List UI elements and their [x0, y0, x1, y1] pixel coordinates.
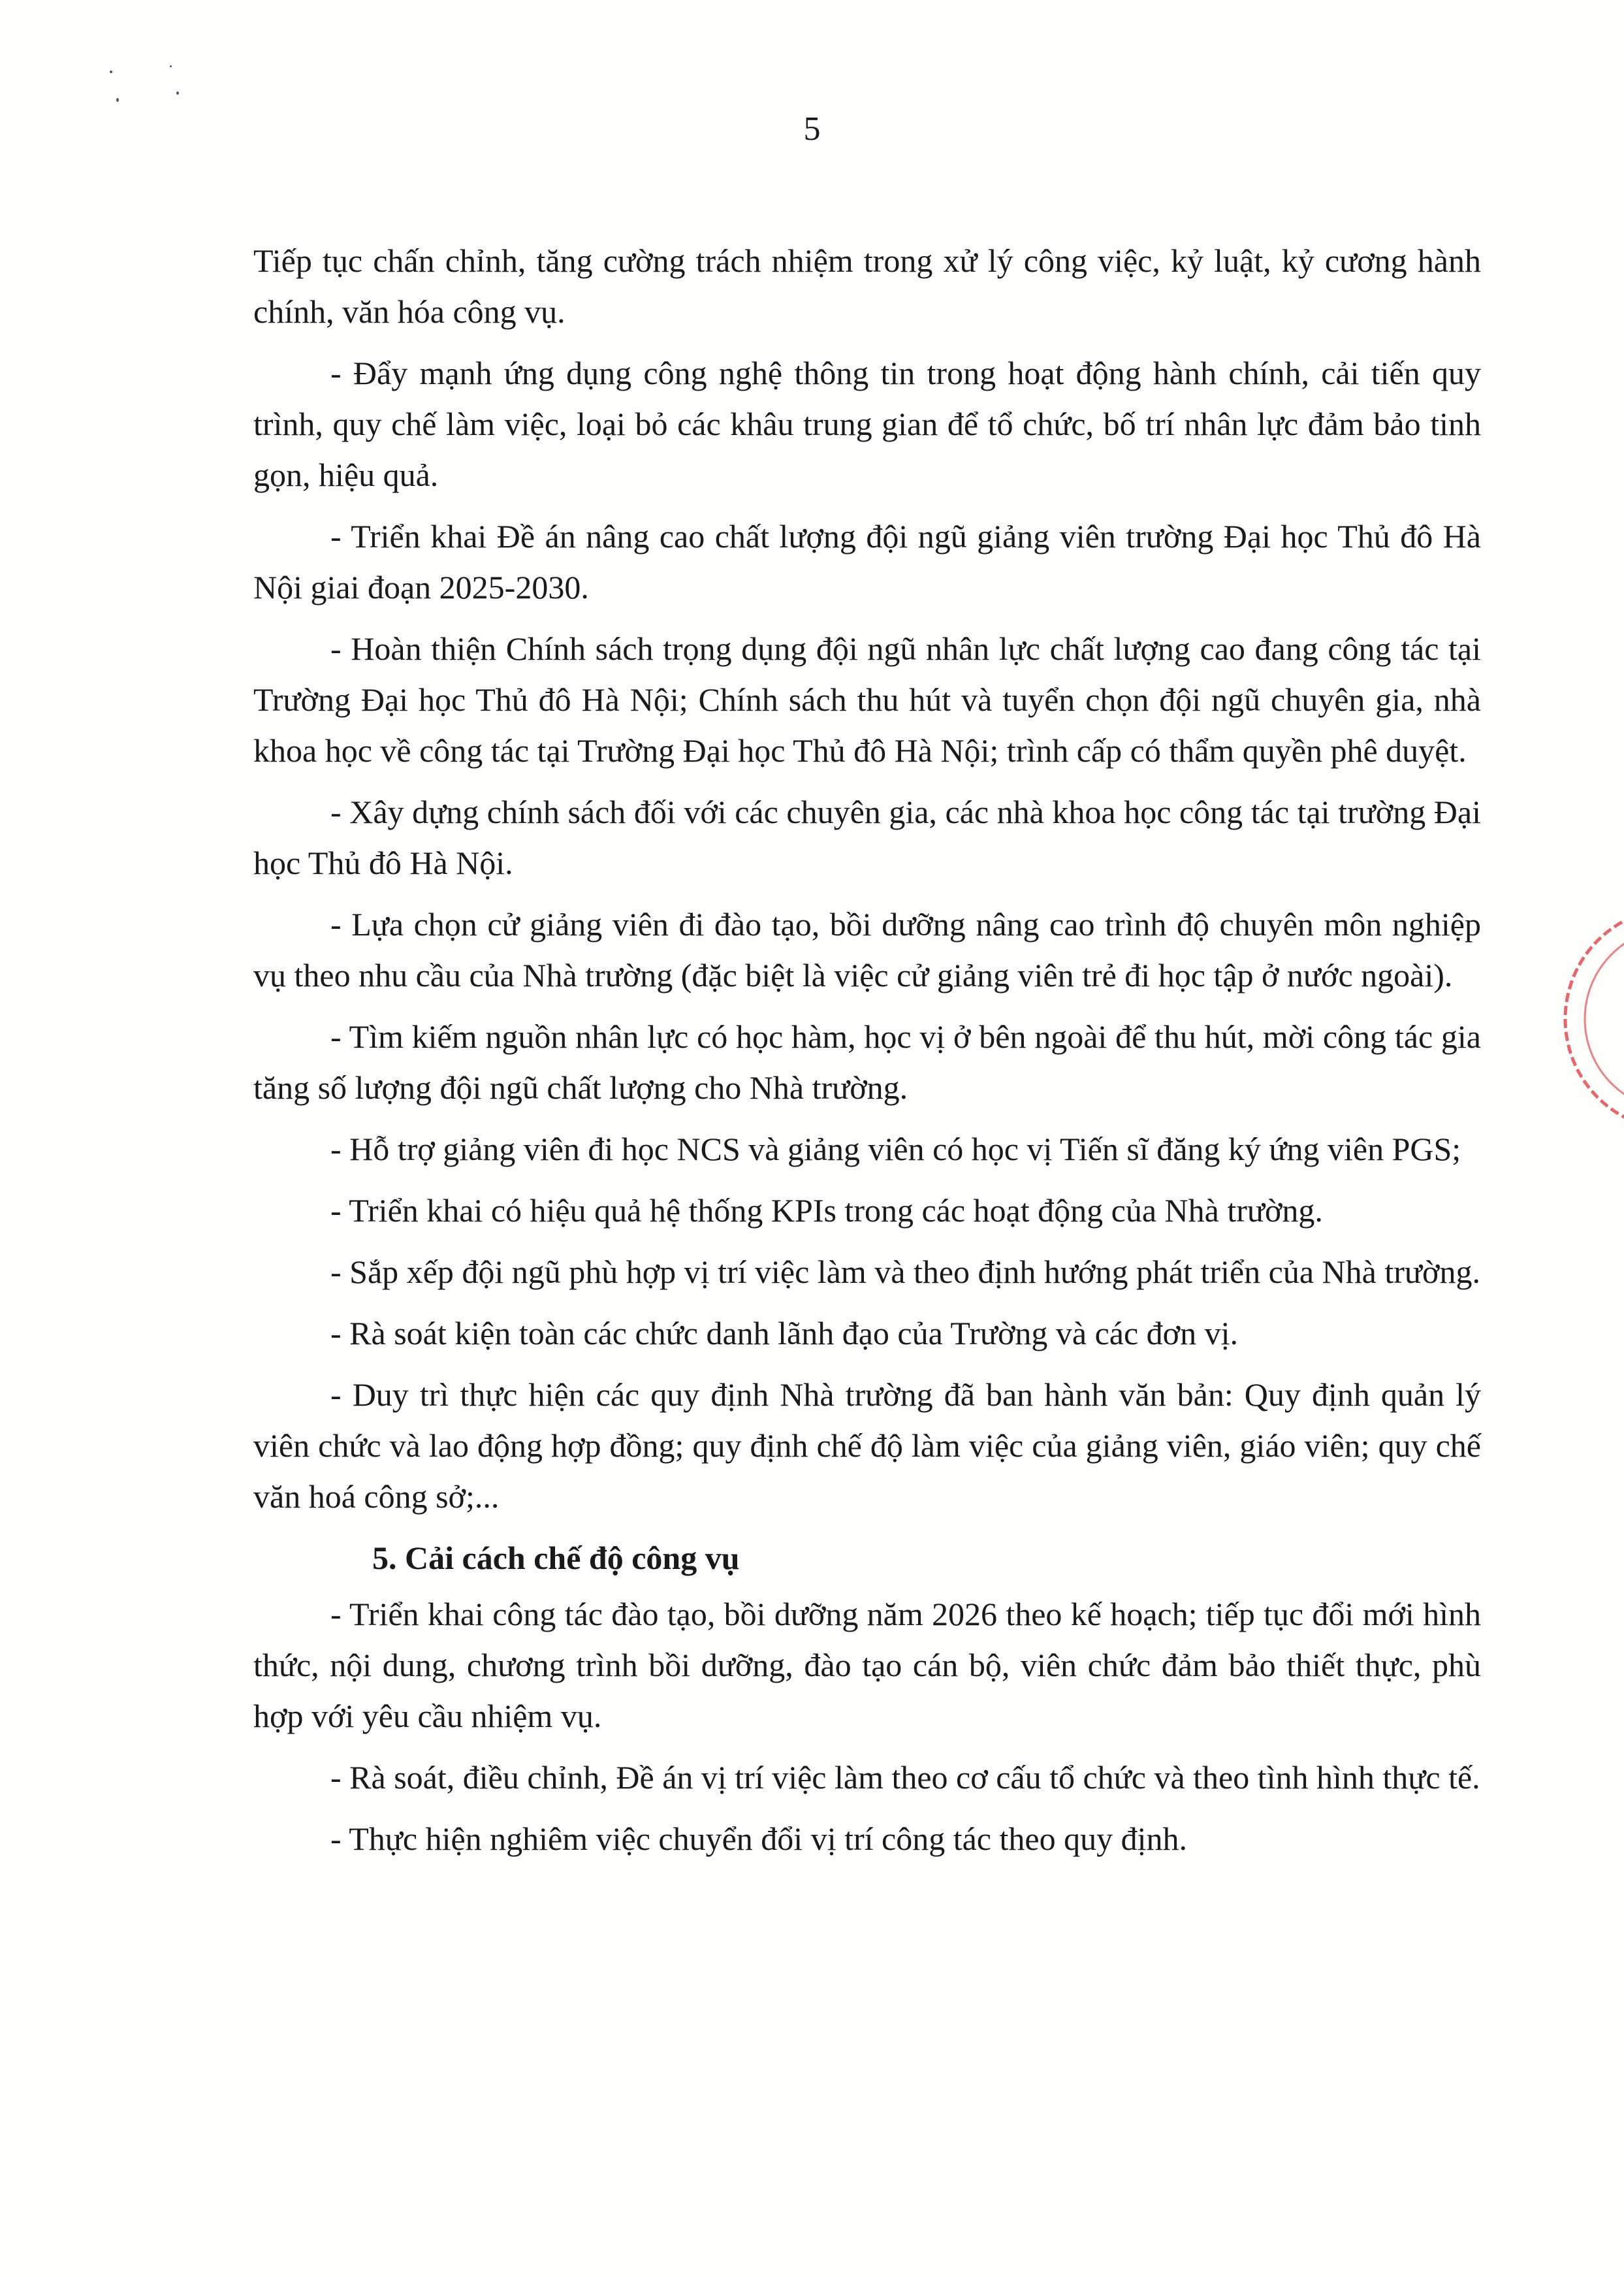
- paragraph: - Triển khai công tác đào tạo, bồi dưỡng năm 2026 theo kế hoạch; tiếp tục đổi mới hình thức, nội dung, chương trình bồi dưỡng, đào tạo cán bộ, viên chức đảm bảo thiết thực, phù hợp với yêu cầu nhiệm vụ.: [253, 1596, 1481, 1734]
- document-body: [253, 235, 1481, 1875]
- paragraph: - Thực hiện nghiêm việc chuyển đổi vị trí công tác theo quy định.: [330, 1820, 1187, 1857]
- paragraph: - Xây dựng chính sách đối với các chuyên gia, các nhà khoa học công tác tại trường Đại học Thủ đô Hà Nội.: [253, 794, 1481, 881]
- red-seal-stamp-icon: [1546, 888, 1624, 1150]
- page-number: 5: [803, 110, 821, 148]
- paragraph: - Lựa chọn cử giảng viên đi đào tạo, bồi dưỡng nâng cao trình độ chuyên môn nghiệp vụ theo nhu cầu của Nhà trường (đặc biệt là việc cử giảng viên trẻ đi học tập ở nước ngoài).: [253, 906, 1481, 993]
- paragraph: - Sắp xếp đội ngũ phù hợp vị trí việc làm và theo định hướng phát triển của Nhà trường.: [330, 1253, 1480, 1290]
- paragraph: - Triển khai có hiệu quả hệ thống KPIs trong các hoạt động của Nhà trường.: [330, 1192, 1323, 1229]
- paragraph: - Triển khai Đề án nâng cao chất lượng đội ngũ giảng viên trường Đại học Thủ đô Hà Nội giai đoạn 2025-2030.: [253, 518, 1481, 606]
- paragraph: - Hoàn thiện Chính sách trọng dụng đội ngũ nhân lực chất lượng cao đang công tác tại Trường Đại học Thủ đô Hà Nội; Chính sách thu hút và tuyển chọn đội ngũ chuyên gia, nhà khoa học về công tác tại Trường Đại học Thủ đô Hà Nội; trình cấp có thẩm quyền phê duyệt.: [253, 630, 1481, 769]
- paragraph: - Đẩy mạnh ứng dụng công nghệ thông tin trong hoạt động hành chính, cải tiến quy trình, quy chế làm việc, loại bỏ các khâu trung gian để tổ chức, bố trí nhân lực đảm bảo tinh gọn, hiệu quả.: [253, 355, 1481, 493]
- scan-speck: [176, 91, 179, 95]
- scan-speck: [170, 65, 172, 67]
- paragraph: Tiếp tục chấn chỉnh, tăng cường trách nhiệm trong xử lý công việc, kỷ luật, kỷ cương hành chính, văn hóa công vụ.: [253, 242, 1481, 330]
- paragraph: - Rà soát, điều chỉnh, Đề án vị trí việc làm theo cơ cấu tổ chức và theo tình hình thực tế.: [330, 1759, 1480, 1796]
- scan-speck: [116, 98, 119, 102]
- paragraph: - Tìm kiếm nguồn nhân lực có học hàm, học vị ở bên ngoài để thu hút, mời công tác gia tăng số lượng đội ngũ chất lượng cho Nhà trường.: [253, 1018, 1481, 1106]
- scan-speck: [110, 71, 112, 73]
- paragraph: - Hỗ trợ giảng viên đi học NCS và giảng viên có học vị Tiến sĩ đăng ký ứng viên PGS;: [330, 1131, 1461, 1167]
- paragraph: - Duy trì thực hiện các quy định Nhà trường đã ban hành văn bản: Quy định quản lý viên chức và lao động hợp đồng; quy định chế độ làm việc của giảng viên, giáo viên; quy chế văn hoá công sở;...: [253, 1376, 1481, 1515]
- section-heading: 5. Cải cách chế độ công vụ: [372, 1540, 740, 1576]
- paragraph: - Rà soát kiện toàn các chức danh lãnh đạo của Trường và các đơn vị.: [330, 1315, 1238, 1351]
